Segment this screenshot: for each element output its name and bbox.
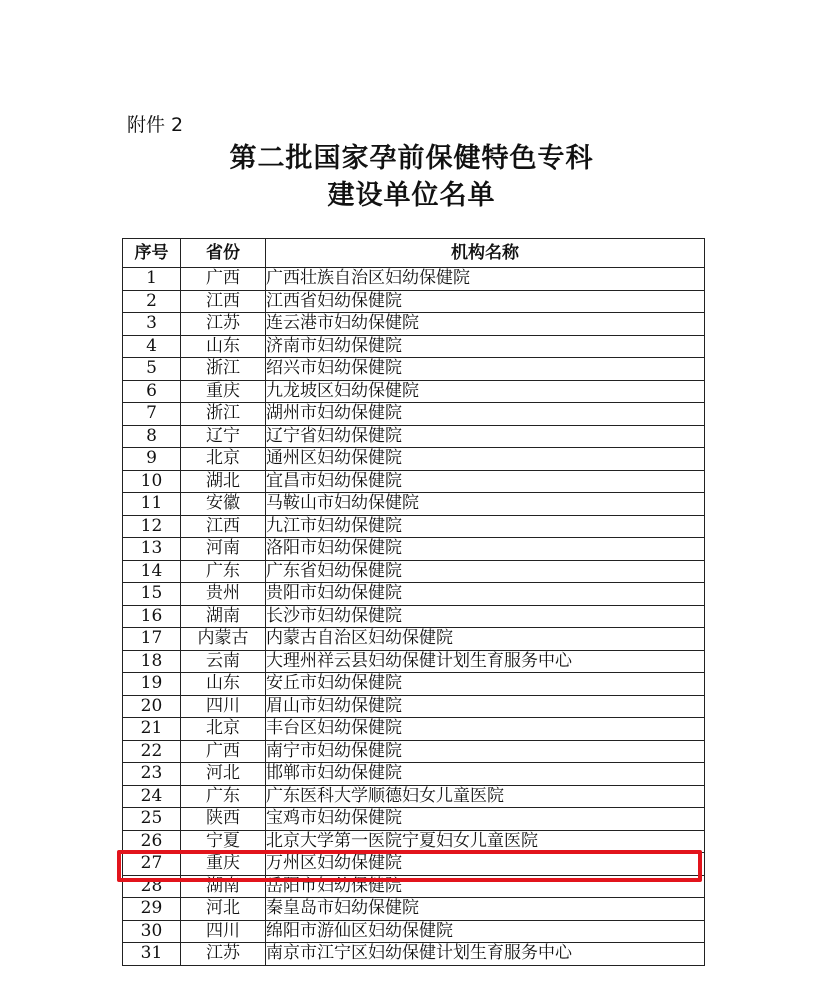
table-row (123, 920, 705, 943)
row-institution-name: 南京市江宁区妇幼保健计划生育服务中心 (266, 943, 705, 966)
row-serial-number: 31 (123, 943, 181, 966)
table-row (123, 875, 705, 898)
row-serial-number: 26 (123, 830, 181, 853)
table-row (123, 808, 705, 831)
row-institution-name: 江西省妇幼保健院 (266, 290, 705, 313)
row-serial-number: 12 (123, 515, 181, 538)
table-row (123, 268, 705, 291)
row-province: 河北 (181, 763, 266, 786)
row-institution-name: 眉山市妇幼保健院 (266, 695, 705, 718)
row-institution-name: 安丘市妇幼保健院 (266, 673, 705, 696)
row-institution-name: 通州区妇幼保健院 (266, 448, 705, 471)
table-row (123, 538, 705, 561)
row-institution-name: 丰台区妇幼保健院 (266, 718, 705, 741)
row-province: 内蒙古 (181, 628, 266, 651)
row-province: 辽宁 (181, 425, 266, 448)
table-row (123, 448, 705, 471)
row-institution-name: 广东医科大学顺德妇女儿童医院 (266, 785, 705, 808)
table-row (123, 515, 705, 538)
row-province: 广东 (181, 560, 266, 583)
row-province: 江苏 (181, 943, 266, 966)
table-row (123, 403, 705, 426)
row-province: 浙江 (181, 358, 266, 381)
row-serial-number: 29 (123, 898, 181, 921)
row-province: 重庆 (181, 853, 266, 876)
row-institution-name: 洛阳市妇幼保健院 (266, 538, 705, 561)
row-institution-name: 湖州市妇幼保健院 (266, 403, 705, 426)
row-serial-number: 7 (123, 403, 181, 426)
row-institution-name: 邯郸市妇幼保健院 (266, 763, 705, 786)
table-row (123, 313, 705, 336)
table-row (123, 898, 705, 921)
row-institution-name: 九江市妇幼保健院 (266, 515, 705, 538)
row-serial-number: 20 (123, 695, 181, 718)
row-institution-name: 绵阳市游仙区妇幼保健院 (266, 920, 705, 943)
row-serial-number: 3 (123, 313, 181, 336)
table-row (123, 425, 705, 448)
row-serial-number: 4 (123, 335, 181, 358)
row-serial-number: 14 (123, 560, 181, 583)
header-serial-number: 序号 (123, 239, 181, 268)
row-province: 山东 (181, 335, 266, 358)
row-province: 湖南 (181, 605, 266, 628)
table-row (123, 628, 705, 651)
row-province: 广西 (181, 740, 266, 763)
row-province: 四川 (181, 695, 266, 718)
row-province: 四川 (181, 920, 266, 943)
row-serial-number: 5 (123, 358, 181, 381)
header-province: 省份 (181, 239, 266, 268)
row-serial-number: 25 (123, 808, 181, 831)
table-row (123, 763, 705, 786)
table-header-row (123, 239, 705, 268)
table-row (123, 718, 705, 741)
table-row (123, 380, 705, 403)
row-province: 河北 (181, 898, 266, 921)
table-row (123, 560, 705, 583)
row-province: 浙江 (181, 403, 266, 426)
table-row (123, 583, 705, 606)
row-institution-name: 内蒙古自治区妇幼保健院 (266, 628, 705, 651)
row-serial-number: 21 (123, 718, 181, 741)
row-province: 陕西 (181, 808, 266, 831)
institution-table (122, 238, 705, 966)
row-province: 北京 (181, 718, 266, 741)
row-institution-name: 马鞍山市妇幼保健院 (266, 493, 705, 516)
row-institution-name: 连云港市妇幼保健院 (266, 313, 705, 336)
row-serial-number: 11 (123, 493, 181, 516)
row-serial-number: 2 (123, 290, 181, 313)
row-province: 安徽 (181, 493, 266, 516)
row-province: 宁夏 (181, 830, 266, 853)
row-institution-name: 九龙坡区妇幼保健院 (266, 380, 705, 403)
table-row (123, 358, 705, 381)
table-row (123, 785, 705, 808)
table-row (123, 695, 705, 718)
row-institution-name: 辽宁省妇幼保健院 (266, 425, 705, 448)
row-institution-name: 济南市妇幼保健院 (266, 335, 705, 358)
row-serial-number: 9 (123, 448, 181, 471)
row-institution-name: 南宁市妇幼保健院 (266, 740, 705, 763)
row-serial-number: 6 (123, 380, 181, 403)
row-serial-number: 8 (123, 425, 181, 448)
row-institution-name: 大理州祥云县妇幼保健计划生育服务中心 (266, 650, 705, 673)
row-institution-name: 广东省妇幼保健院 (266, 560, 705, 583)
row-institution-name: 宜昌市妇幼保健院 (266, 470, 705, 493)
row-serial-number: 22 (123, 740, 181, 763)
table-row (123, 650, 705, 673)
row-province: 湖南 (181, 875, 266, 898)
row-serial-number: 10 (123, 470, 181, 493)
row-serial-number: 28 (123, 875, 181, 898)
table-row (123, 943, 705, 966)
table-row (123, 493, 705, 516)
row-serial-number: 24 (123, 785, 181, 808)
row-institution-name: 绍兴市妇幼保健院 (266, 358, 705, 381)
row-province: 江西 (181, 515, 266, 538)
row-province: 广西 (181, 268, 266, 291)
table-row (123, 740, 705, 763)
row-serial-number: 15 (123, 583, 181, 606)
row-serial-number: 27 (123, 853, 181, 876)
row-province: 云南 (181, 650, 266, 673)
attachment-label: 附件 2 (127, 114, 184, 136)
row-serial-number: 1 (123, 268, 181, 291)
row-province: 重庆 (181, 380, 266, 403)
row-institution-name: 万州区妇幼保健院 (266, 853, 705, 876)
table-row (123, 673, 705, 696)
row-institution-name: 贵阳市妇幼保健院 (266, 583, 705, 606)
row-serial-number: 16 (123, 605, 181, 628)
row-province: 广东 (181, 785, 266, 808)
row-institution-name: 岳阳市妇幼保健院 (266, 875, 705, 898)
table-row (123, 830, 705, 853)
table-row (123, 470, 705, 493)
document-title-line-1: 第二批国家孕前保健特色专科 (229, 143, 594, 174)
row-institution-name: 广西壮族自治区妇幼保健院 (266, 268, 705, 291)
table-row (123, 290, 705, 313)
table-row (123, 335, 705, 358)
row-serial-number: 23 (123, 763, 181, 786)
row-province: 江苏 (181, 313, 266, 336)
row-institution-name: 秦皇岛市妇幼保健院 (266, 898, 705, 921)
row-province: 北京 (181, 448, 266, 471)
row-province: 江西 (181, 290, 266, 313)
document-title-line-2: 建设单位名单 (327, 180, 496, 211)
row-serial-number: 18 (123, 650, 181, 673)
row-province: 湖北 (181, 470, 266, 493)
row-serial-number: 30 (123, 920, 181, 943)
row-province: 河南 (181, 538, 266, 561)
row-serial-number: 13 (123, 538, 181, 561)
row-province: 山东 (181, 673, 266, 696)
row-province: 贵州 (181, 583, 266, 606)
row-institution-name: 长沙市妇幼保健院 (266, 605, 705, 628)
table-row (123, 853, 705, 876)
header-institution-name: 机构名称 (266, 239, 705, 268)
row-serial-number: 17 (123, 628, 181, 651)
row-institution-name: 宝鸡市妇幼保健院 (266, 808, 705, 831)
table-row (123, 605, 705, 628)
row-serial-number: 19 (123, 673, 181, 696)
row-institution-name: 北京大学第一医院宁夏妇女儿童医院 (266, 830, 705, 853)
